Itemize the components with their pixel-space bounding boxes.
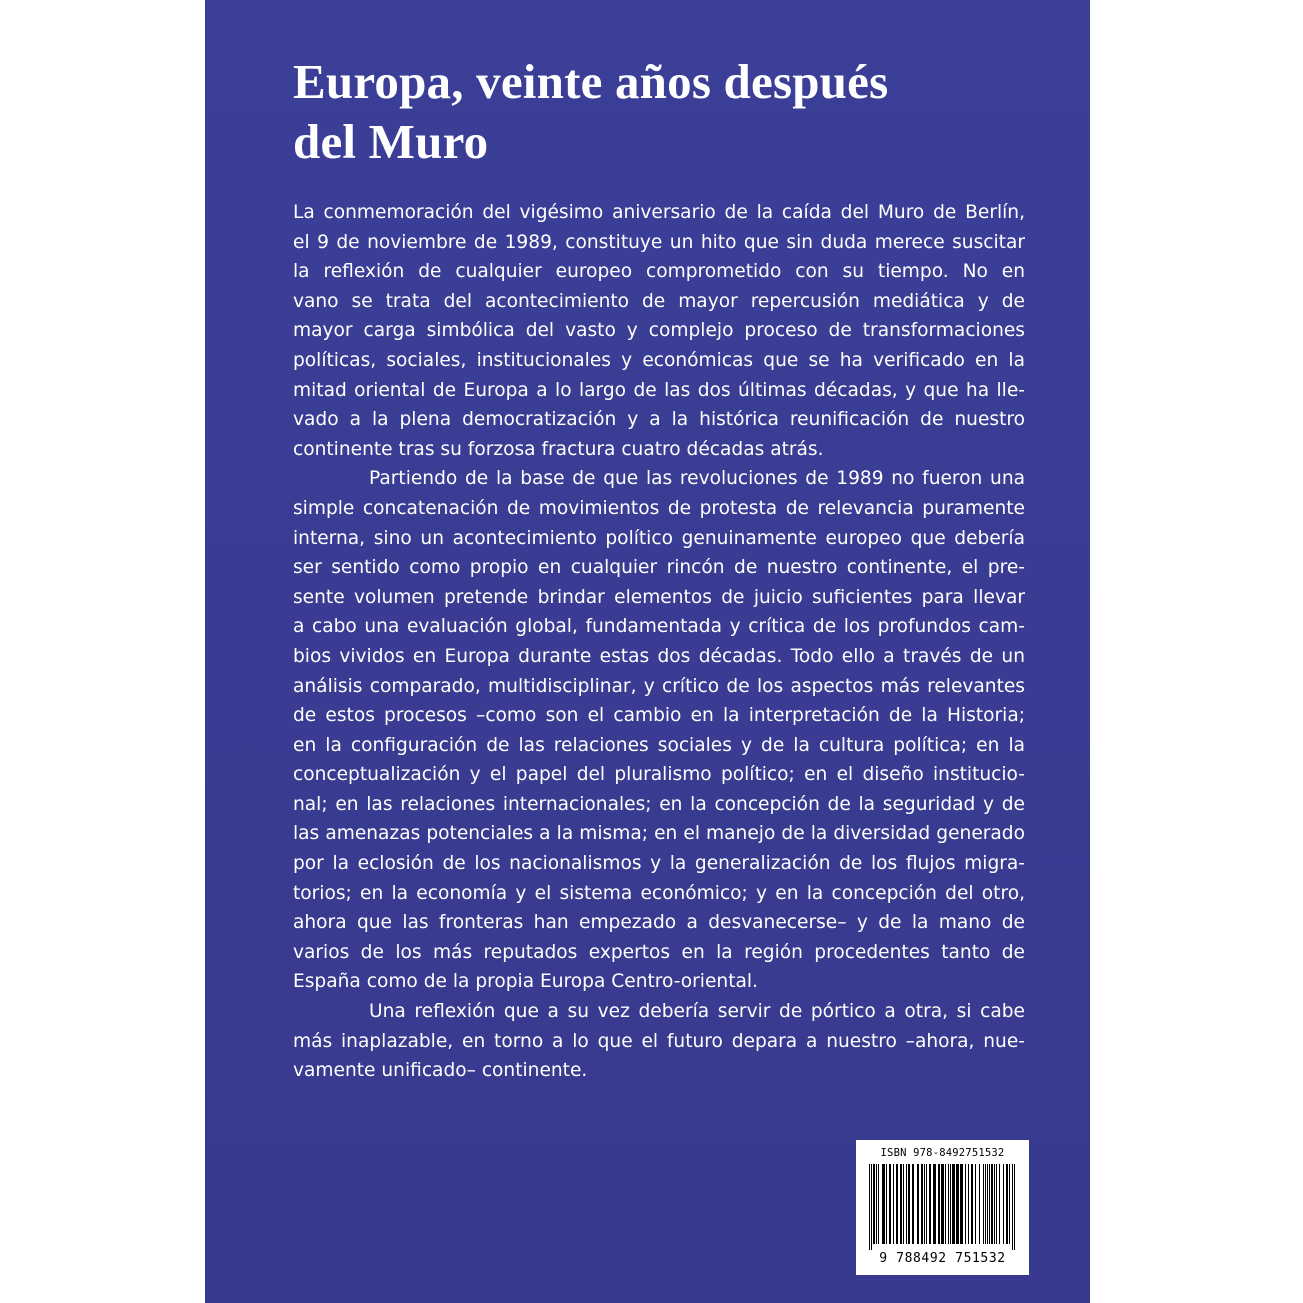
- synopsis-line: interna, sino un acontecimiento político genuinamente europeo que debería: [293, 527, 1025, 549]
- synopsis-line: mayor carga simbólica del vasto y complejo proceso de transformaciones: [293, 320, 1025, 342]
- synopsis-line: ahora que las fronteras han empezado a desvanecerse– y de la mano de: [293, 912, 1025, 934]
- barcode-bar: [882, 1164, 885, 1244]
- synopsis-line: continente tras su forzosa fractura cuatro décadas atrás.: [293, 438, 824, 460]
- barcode-bar: [948, 1164, 949, 1244]
- barcode-bar: [929, 1164, 931, 1244]
- barcode-bar: [989, 1164, 990, 1244]
- synopsis-line: políticas, sociales, institucionales y económicas que se ha verificado en la: [293, 349, 1025, 371]
- synopsis-line: vano se trata del acontecimiento de mayor repercusión mediática y de: [293, 290, 1025, 312]
- synopsis-line: torios; en la economía y el sistema económico; y en la concepción del otro,: [293, 882, 1025, 904]
- synopsis-line: Partiendo de la base de que las revoluciones de 1989 no fueron una: [369, 468, 1025, 490]
- synopsis-line: nal; en las relaciones internacionales; en la concepción de la seguridad y de: [293, 793, 1025, 815]
- book-back-cover: [205, 0, 1090, 1303]
- synopsis-line: sente volumen pretende brindar elementos de juicio suficientes para llevar: [293, 586, 1025, 608]
- barcode-bar: [938, 1164, 940, 1244]
- barcode-bar: [941, 1164, 944, 1244]
- barcode-bar: [1003, 1164, 1004, 1244]
- barcode-bar: [979, 1164, 980, 1244]
- isbn-barcode: [856, 1140, 1029, 1275]
- synopsis-line: en la configuración de las relaciones sociales y de la cultura política; en la: [293, 734, 1025, 756]
- barcode-bar: [889, 1164, 891, 1244]
- barcode-bar: [926, 1164, 927, 1244]
- synopsis-line: más inaplazable, en torno a lo que el futuro depara a nuestro –ahora, nue-: [293, 1030, 1025, 1052]
- synopsis-line: de estos procesos –como son el cambio en la interpretación de la Historia;: [293, 705, 1025, 727]
- barcode-bar: [994, 1164, 995, 1244]
- synopsis-line: Una reflexión que a su vez debería servir de pórtico a otra, si cabe: [369, 1001, 1025, 1023]
- synopsis-line: la reflexión de cualquier europeo comprometido con su tiempo. No en: [293, 261, 1025, 283]
- barcode-bar: [956, 1164, 959, 1244]
- book-title-line-1: Europa, veinte años después: [293, 54, 889, 109]
- synopsis-line: ser sentido como propio en cualquier rincón de nuestro continente, el pre-: [293, 557, 1025, 579]
- barcode-bar: [871, 1164, 872, 1250]
- barcode-bar: [924, 1164, 925, 1244]
- barcode-bar: [896, 1164, 898, 1244]
- synopsis-line: varios de los más reputados expertos en la región procedentes tanto de: [293, 941, 1025, 963]
- barcode-bar: [999, 1164, 1000, 1244]
- synopsis-line: vamente unificado– continente.: [293, 1060, 588, 1082]
- barcode-bar: [1006, 1164, 1008, 1244]
- barcode-bar: [975, 1164, 976, 1244]
- barcode-bar: [869, 1164, 870, 1250]
- barcode-bar: [952, 1164, 955, 1244]
- synopsis-text: [293, 198, 1025, 1086]
- synopsis-line: España como de la propia Europa Centro-oriental.: [293, 971, 758, 993]
- synopsis-line: La conmemoración del vigésimo aniversario de la caída del Muro de Berlín,: [293, 202, 1025, 223]
- barcode-bar: [965, 1164, 966, 1244]
- book-title: [293, 52, 1053, 172]
- barcode-bar: [933, 1164, 936, 1244]
- synopsis-line: vado a la plena democratización y a la histórica reunificación de nuestro: [293, 409, 1025, 431]
- barcode-bar: [945, 1164, 946, 1244]
- barcode-bar: [950, 1164, 951, 1244]
- barcode-bar: [1009, 1164, 1010, 1244]
- barcode-bar: [878, 1164, 879, 1244]
- barcode-bar: [908, 1164, 910, 1244]
- barcode-bar: [996, 1164, 997, 1244]
- barcode-bar: [912, 1164, 914, 1244]
- barcode-bar: [983, 1164, 984, 1244]
- barcode-bar: [893, 1164, 894, 1244]
- barcode-bar: [886, 1164, 887, 1244]
- barcode-bar: [921, 1164, 923, 1244]
- synopsis-line: las amenazas potenciales a la misma; en el manejo de la diversidad generado: [293, 823, 1025, 845]
- synopsis-line: análisis comparado, multidisciplinar, y crítico de los aspectos más relevantes: [293, 675, 1025, 697]
- barcode-bar: [991, 1164, 993, 1244]
- barcode-bar: [971, 1164, 973, 1244]
- synopsis-line: por la eclosión de los nacionalismos y la generalización de los flujos migra-: [293, 853, 1025, 875]
- isbn-label: ISBN 978-8492751532: [880, 1147, 1005, 1159]
- barcode-bar: [968, 1164, 969, 1244]
- barcode-bars: [869, 1164, 1016, 1250]
- synopsis-line: mitad oriental de Europa a lo largo de las dos últimas décadas, y que ha lle-: [293, 379, 1025, 401]
- barcode-bar: [873, 1164, 875, 1244]
- barcode-bar: [985, 1164, 986, 1244]
- book-title-line-2: del Muro: [293, 114, 489, 169]
- synopsis-line: conceptualización y el papel del pluralismo político; en el diseño institucio-: [293, 764, 1025, 786]
- synopsis-line: a cabo una evaluación global, fundamentada y crítica de los profundos cam-: [293, 616, 1025, 638]
- synopsis-line: bios vividos en Europa durante estas dos décadas. Todo ello a través de un: [293, 645, 1025, 667]
- barcode-bar: [876, 1164, 877, 1244]
- barcode-bar: [906, 1164, 907, 1244]
- barcode-bar: [900, 1164, 902, 1244]
- barcode-bar: [1014, 1164, 1015, 1250]
- barcode-bar: [960, 1164, 963, 1244]
- barcode-bar: [903, 1164, 904, 1244]
- synopsis-line: el 9 de noviembre de 1989, constituye un hito que sin duda merece suscitar: [293, 231, 1025, 253]
- barcode-bar: [1012, 1164, 1013, 1250]
- barcode-bar: [917, 1164, 919, 1244]
- barcode-digits: 9 788492 751532: [879, 1251, 1006, 1266]
- synopsis-line: simple concatenación de movimientos de protesta de relevancia puramente: [293, 497, 1025, 519]
- barcode-bar: [987, 1164, 988, 1244]
